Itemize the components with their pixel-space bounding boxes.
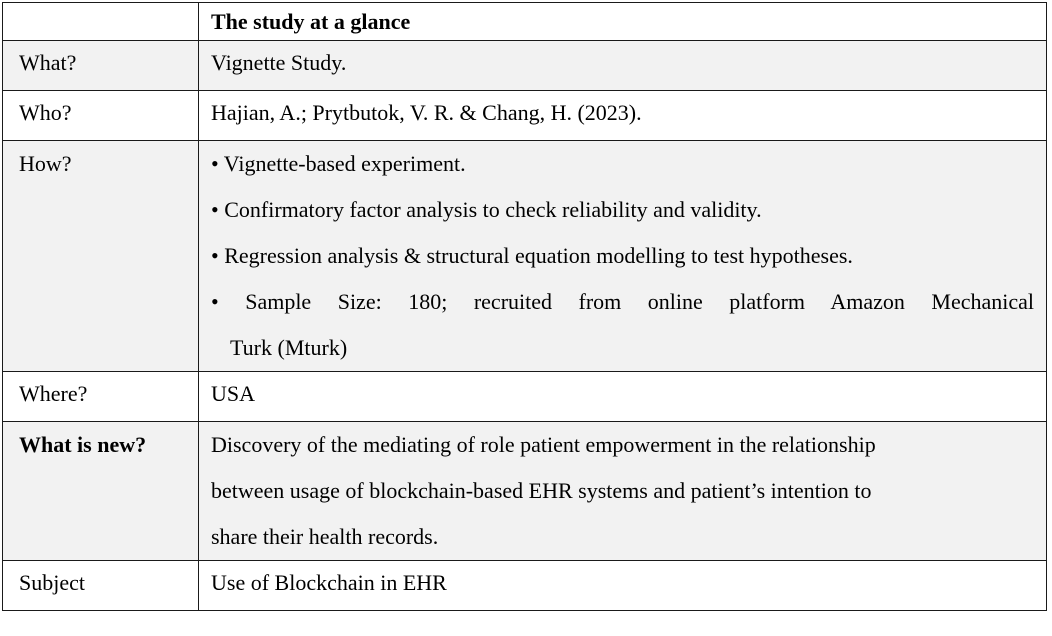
row-label-where-text: Where? <box>19 381 88 406</box>
row-label-how <box>3 141 199 371</box>
new-text-line: share their health records. <box>211 524 439 549</box>
row-value-what-text: Vignette Study. <box>211 50 347 75</box>
row-value-who-text: Hajian, A.; Prytbutok, V. R. & Chang, H. (2023). <box>211 100 642 125</box>
row-label-who-text: Who? <box>19 100 72 125</box>
table-header-row <box>3 3 1046 40</box>
row-label-what-text: What? <box>19 50 77 75</box>
table-row-where <box>3 371 1046 421</box>
how-bullet: • Regression analysis & structural equation modelling to test hypotheses. <box>211 243 853 268</box>
how-bullet: • Confirmatory factor analysis to check reliability and validity. <box>211 197 762 222</box>
table-row-how <box>3 140 1046 371</box>
row-value-subject <box>199 561 1046 610</box>
header-empty-cell <box>3 3 199 40</box>
row-label-who <box>3 91 199 140</box>
row-value-where-text: USA <box>211 381 256 406</box>
row-value-how <box>199 141 1046 371</box>
table-row-new <box>3 421 1046 560</box>
table-row-subject <box>3 560 1046 610</box>
table-row-what <box>3 40 1046 90</box>
row-value-who <box>199 91 1046 140</box>
row-label-new-text: What is new? <box>19 432 147 457</box>
how-bullet: • Vignette-based experiment. <box>211 151 466 176</box>
row-value-new <box>199 422 1046 560</box>
row-label-subject <box>3 561 199 610</box>
row-label-subject-text: Subject <box>19 570 85 595</box>
table-title <box>199 3 1046 40</box>
how-bullet-continuation: Turk (Mturk) <box>230 335 348 360</box>
how-bullet: • Sample Size: 180; recruited from online platform Amazon Mechanical <box>211 289 1034 314</box>
row-label-new <box>3 422 199 560</box>
new-text-line: Discovery of the mediating of role patient empowerment in the relationship <box>211 432 876 457</box>
row-value-where <box>199 372 1046 421</box>
table-title-text: The study at a glance <box>211 9 411 34</box>
row-label-what <box>3 41 199 90</box>
row-value-what <box>199 41 1046 90</box>
row-label-how-text: How? <box>19 151 72 176</box>
study-glance-table <box>2 2 1047 611</box>
row-label-where <box>3 372 199 421</box>
row-value-subject-text: Use of Blockchain in EHR <box>211 570 447 595</box>
new-text-line: between usage of blockchain-based EHR systems and patient’s intention to <box>211 478 872 503</box>
table-row-who <box>3 90 1046 140</box>
